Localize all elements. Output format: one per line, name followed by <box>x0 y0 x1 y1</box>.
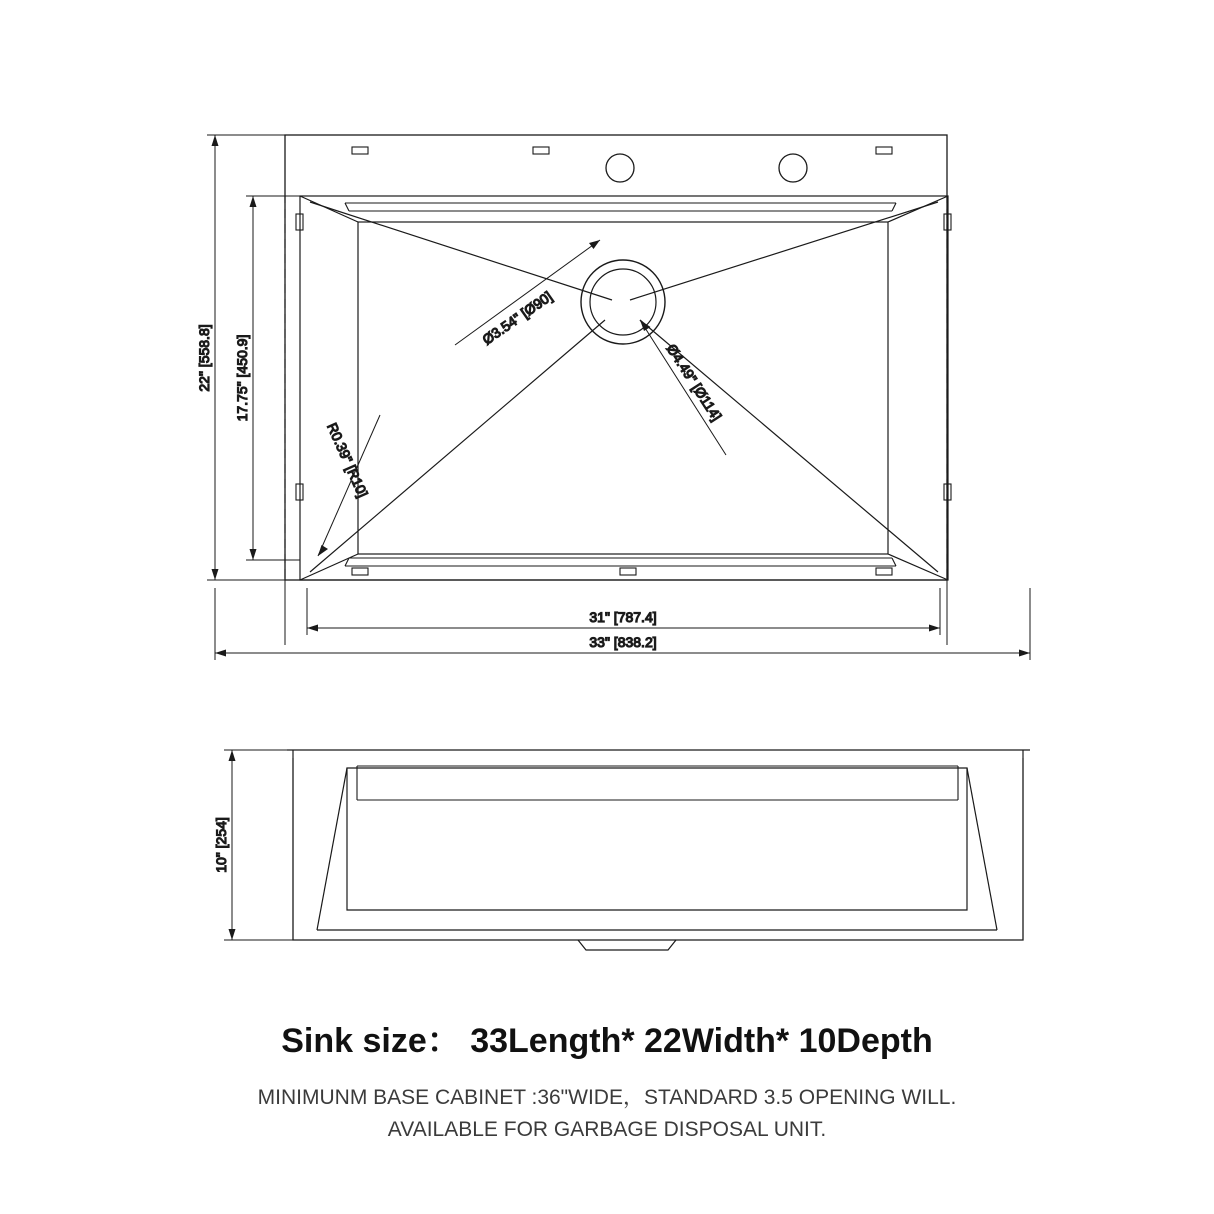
drain-outer-circle <box>581 260 665 344</box>
dimension-overall-length-label: 33" [838.2] <box>589 634 657 650</box>
bowl-corner-line-tl <box>300 196 358 222</box>
diagonal-bl <box>310 320 605 572</box>
diagonal-tr <box>630 202 938 300</box>
callout-drain-inner-label: Ø3.54" [Ø90] <box>479 288 555 348</box>
faucet-hole-right <box>779 154 807 182</box>
bowl-bottom <box>358 222 888 554</box>
bowl-corner-line-tr <box>888 196 948 222</box>
front-drain-stub <box>578 940 676 950</box>
dimension-bowl-length-label: 31" [787.4] <box>589 609 657 625</box>
top-view <box>196 135 1030 660</box>
callout-drain-outer <box>640 320 726 455</box>
callout-corner-radius <box>318 415 380 556</box>
ledge-rails <box>345 203 896 566</box>
front-taper-right <box>967 768 997 930</box>
faucet-hole-left <box>606 154 634 182</box>
caption-note-line1: MINIMUNM BASE CABINET :36"WIDE，STANDARD 3.5 OPENING WILL. <box>257 1086 957 1109</box>
sink-size-title: Sink size： 33Length* 22Width* 10Depth <box>281 1022 933 1060</box>
caption-note-line2: AVAILABLE FOR GARBAGE DISPOSAL UNIT. <box>387 1118 827 1141</box>
sink-deck-outline <box>285 135 947 580</box>
front-view <box>213 750 1030 950</box>
dimension-depth-label: 10" [254] <box>213 817 229 873</box>
dimension-depth <box>224 750 293 940</box>
dimension-bowl-width <box>246 196 300 560</box>
bowl-corner-line-br <box>888 554 948 580</box>
dimension-bowl-width-label: 17.75" [450.9] <box>234 334 250 422</box>
caption-block <box>0 1018 1214 1146</box>
bowl-rim <box>300 196 948 580</box>
dimension-overall-width-label: 22" [558.8] <box>196 324 212 392</box>
front-body-outline <box>293 758 1023 940</box>
front-bowl-inner <box>347 768 967 910</box>
front-ledge-band <box>357 766 958 800</box>
bowl-opening-dashed <box>285 196 947 580</box>
callout-corner-radius-label: R0.39" [R10] <box>324 420 372 500</box>
caption-note <box>0 1082 1214 1146</box>
callout-drain-outer-label: Ø4.49" [Ø114] <box>663 341 725 424</box>
diagonal-tl <box>310 202 612 300</box>
front-taper-left <box>317 768 347 930</box>
